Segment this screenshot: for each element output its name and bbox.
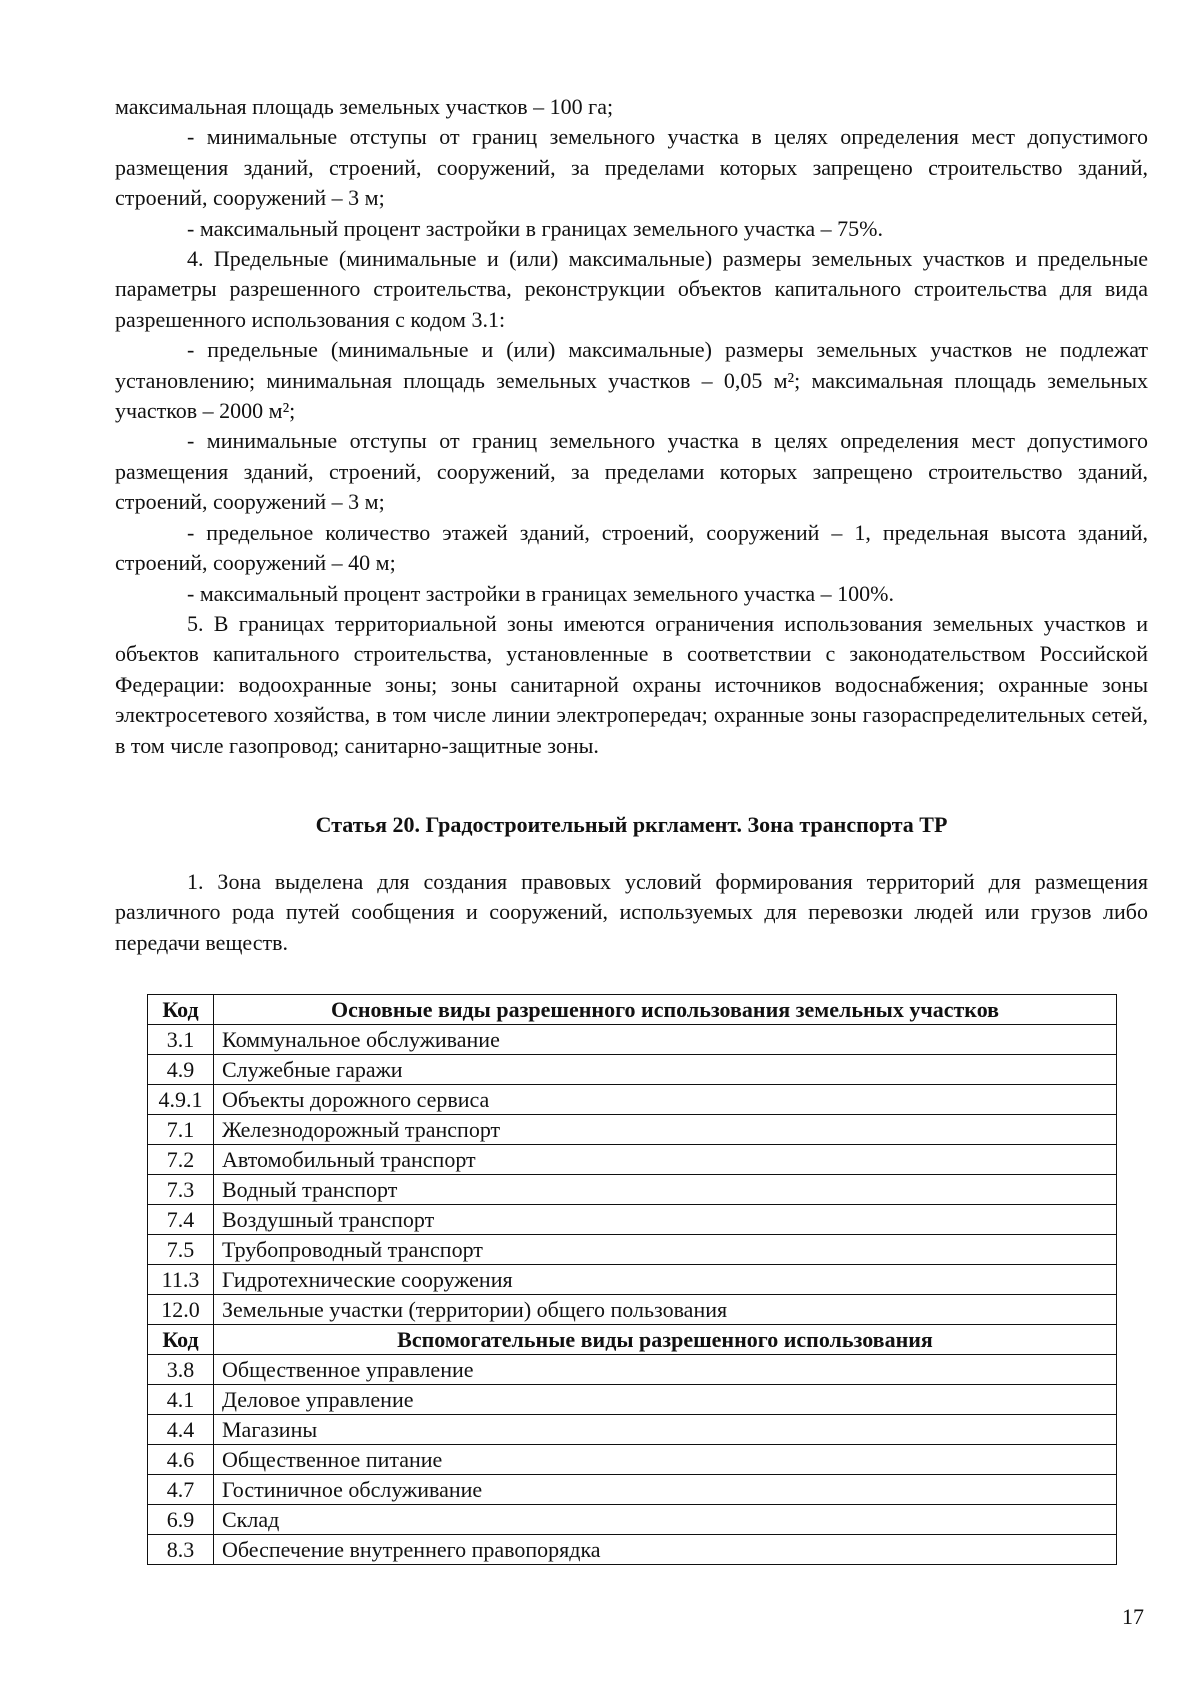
name-cell: Магазины bbox=[214, 1415, 1117, 1445]
name-cell: Склад bbox=[214, 1505, 1117, 1535]
code-cell: 7.3 bbox=[148, 1175, 214, 1205]
page-number: 17 bbox=[1122, 1604, 1144, 1629]
name-cell: Воздушный транспорт bbox=[214, 1205, 1117, 1235]
name-cell: Гостиничное обслуживание bbox=[214, 1475, 1117, 1505]
name-cell: Общественное управление bbox=[214, 1355, 1117, 1385]
name-cell: Общественное питание bbox=[214, 1445, 1117, 1475]
paragraph: - предельные (минимальные и (или) максимальные) размеры земельных участков не подлежат установлению; минимальная площадь земельных участков – 0,05 м²; максимальная площадь земельных участков – 2000 м²; bbox=[115, 337, 1148, 424]
paragraph: 5. В границах территориальной зоны имеются ограничения использования земельных участков и объектов капитального строительства, установленные в соответствии с законодательством Российской Федерации: водоохранные зоны; зоны санитарной охраны источников водоснабжения; охранные зоны электросетевого хозяйства, в том числе линии электропередач; охранные зоны газораспределительных сетей, в том числе газопровод; санитарно-защитные зоны. bbox=[115, 610, 1148, 758]
code-cell: 4.9.1 bbox=[148, 1085, 214, 1115]
table-header-row bbox=[148, 1325, 1117, 1355]
name-cell: Железнодорожный транспорт bbox=[214, 1115, 1117, 1145]
name-cell: Водный транспорт bbox=[214, 1175, 1117, 1205]
code-column-header: Код bbox=[148, 995, 214, 1025]
body-text bbox=[115, 92, 1148, 761]
code-cell: 7.2 bbox=[148, 1145, 214, 1175]
permitted-use-table bbox=[147, 994, 1117, 1565]
table-row bbox=[148, 1295, 1117, 1325]
paragraph: 4. Предельные (минимальные и (или) максимальные) размеры земельных участков и предельные параметры разрешенного строительства, реконструкции объектов капитального строительства для вида разрешенного использования с кодом 3.1: bbox=[115, 246, 1148, 332]
table-row bbox=[148, 1115, 1117, 1145]
name-cell: Трубопроводный транспорт bbox=[214, 1235, 1117, 1265]
auxiliary-uses-header: Вспомогательные виды разрешенного использования bbox=[214, 1325, 1117, 1355]
paragraph: 1. Зона выделена для создания правовых условий формирования территорий для размещения различного рода путей сообщения и сооружений, используемых для перевозки людей или грузов либо передачи веществ. bbox=[115, 869, 1148, 955]
name-cell: Деловое управление bbox=[214, 1385, 1117, 1415]
code-cell: 8.3 bbox=[148, 1535, 214, 1565]
name-cell: Коммунальное обслуживание bbox=[214, 1025, 1117, 1055]
table-header-row bbox=[148, 995, 1117, 1025]
paragraph: - минимальные отступы от границ земельного участка в целях определения мест допустимого размещения зданий, строений, сооружений, за пределами которых запрещено строительство зданий, строений, сооружений – 3 м; bbox=[115, 124, 1148, 211]
table-row bbox=[148, 1445, 1117, 1475]
intro-text bbox=[115, 867, 1148, 958]
paragraph: - максимальный процент застройки в границах земельного участка – 100%. bbox=[187, 580, 894, 606]
code-cell: 4.4 bbox=[148, 1415, 214, 1445]
table-row bbox=[148, 1355, 1117, 1385]
table-row bbox=[148, 1535, 1117, 1565]
table-row bbox=[148, 1025, 1117, 1055]
table-row bbox=[148, 1085, 1117, 1115]
code-cell: 4.6 bbox=[148, 1445, 214, 1475]
code-cell: 4.1 bbox=[148, 1385, 214, 1415]
code-cell: 4.9 bbox=[148, 1055, 214, 1085]
name-cell: Автомобильный транспорт bbox=[214, 1145, 1117, 1175]
table-row bbox=[148, 1175, 1117, 1205]
name-cell: Обеспечение внутреннего правопорядка bbox=[214, 1535, 1117, 1565]
code-cell: 4.7 bbox=[148, 1475, 214, 1505]
code-cell: 11.3 bbox=[148, 1265, 214, 1295]
code-cell: 6.9 bbox=[148, 1505, 214, 1535]
table-row bbox=[148, 1205, 1117, 1235]
name-cell: Гидротехнические сооружения bbox=[214, 1265, 1117, 1295]
paragraph: - предельное количество этажей зданий, строений, сооружений – 1, предельная высота зданий, строений, сооружений – 40 м; bbox=[115, 519, 1148, 576]
paragraph: - максимальный процент застройки в границах земельного участка – 75%. bbox=[187, 215, 883, 241]
code-cell: 3.1 bbox=[148, 1025, 214, 1055]
name-cell: Земельные участки (территории) общего пользования bbox=[214, 1295, 1117, 1325]
paragraph: максимальная площадь земельных участков – 100 га; bbox=[115, 94, 614, 119]
code-cell: 12.0 bbox=[148, 1295, 214, 1325]
table-row bbox=[148, 1415, 1117, 1445]
table-row bbox=[148, 1505, 1117, 1535]
table-row bbox=[148, 1145, 1117, 1175]
article-heading: Статья 20. Градостроительный ркгламент. Зона транспорта ТР bbox=[315, 812, 948, 837]
code-cell: 3.8 bbox=[148, 1355, 214, 1385]
name-cell: Служебные гаражи bbox=[214, 1055, 1117, 1085]
name-cell: Объекты дорожного сервиса bbox=[214, 1085, 1117, 1115]
code-cell: 7.5 bbox=[148, 1235, 214, 1265]
code-cell: 7.1 bbox=[148, 1115, 214, 1145]
table-row bbox=[148, 1235, 1117, 1265]
code-cell: 7.4 bbox=[148, 1205, 214, 1235]
table-row bbox=[148, 1475, 1117, 1505]
main-uses-header: Основные виды разрешенного использования земельных участков bbox=[214, 995, 1117, 1025]
table-row bbox=[148, 1265, 1117, 1295]
table-row bbox=[148, 1055, 1117, 1085]
table-row bbox=[148, 1385, 1117, 1415]
paragraph: - минимальные отступы от границ земельного участка в целях определения мест допустимого размещения зданий, строений, сооружений, за пределами которых запрещено строительство зданий, строений, сооружений – 3 м; bbox=[115, 428, 1148, 515]
code-column-header: Код bbox=[148, 1325, 214, 1355]
